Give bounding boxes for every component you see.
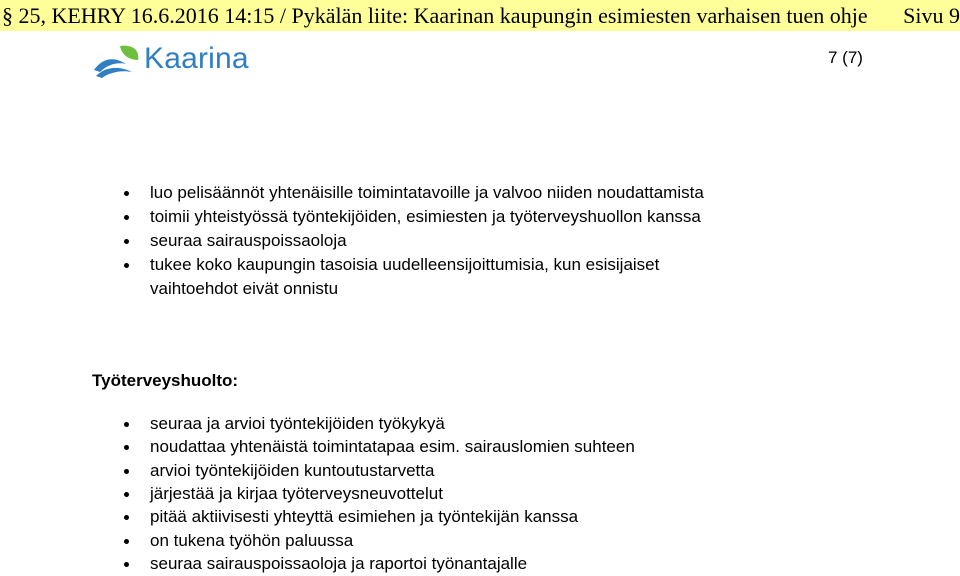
list-item: noudattaa yhtenäistä toimintatapaa esim. sairauslomien suhteen bbox=[150, 437, 635, 457]
bullet-icon bbox=[124, 215, 129, 220]
list-item: seuraa ja arvioi työntekijöiden työkykyä bbox=[150, 414, 445, 433]
section-heading: Työterveyshuolto: bbox=[92, 371, 239, 390]
document-source-banner bbox=[0, 0, 960, 31]
list-item: vaihtoehdot eivät onnistu bbox=[150, 279, 339, 298]
bullet-icon bbox=[124, 539, 129, 544]
bullet-icon bbox=[124, 515, 129, 520]
list-item: seuraa sairauspoissaoloja ja raportoi työnantajalle bbox=[150, 553, 528, 573]
bullet-icon bbox=[124, 263, 129, 268]
logo-wordmark: Kaarina bbox=[144, 42, 249, 75]
page-number: 7 (7) bbox=[828, 48, 863, 67]
list-item: toimii yhteistyössä työntekijöiden, esimiesten ja työterveyshuollon kanssa bbox=[150, 207, 701, 226]
list-item: on tukena työhön paluussa bbox=[150, 530, 354, 550]
bullet-icon bbox=[124, 239, 129, 244]
list-item: tukee koko kaupungin tasoisia uudelleensijoittumisia, kun esisijaiset bbox=[150, 255, 660, 274]
list-item: luo pelisäännöt yhtenäisille toimintatavoille ja valvoo niiden noudattamista bbox=[150, 183, 704, 202]
bullet-icon bbox=[124, 422, 129, 427]
banner-page-label: Sivu 9 bbox=[899, 2, 960, 29]
bullet-icon bbox=[124, 492, 129, 497]
banner-text: § 25, KEHRY 16.6.2016 14:15 / Pykälän liite: Kaarinan kaupungin esimiesten varhaisen tuen ohje bbox=[2, 3, 868, 28]
kaarina-logo bbox=[92, 42, 249, 78]
bullet-icon bbox=[124, 191, 129, 196]
list-item: seuraa sairauspoissaoloja bbox=[150, 231, 347, 250]
bullet-icon bbox=[124, 562, 129, 567]
kaarina-logo-icon bbox=[92, 44, 142, 78]
bullet-icon bbox=[124, 469, 129, 474]
bullet-icon bbox=[124, 445, 129, 450]
list-item: järjestää ja kirjaa työterveysneuvottelut bbox=[150, 483, 443, 503]
list-item: arvioi työntekijöiden kuntoutustarvetta bbox=[150, 460, 435, 480]
list-item: pitää aktiivisesti yhteyttä esimiehen ja työntekijän kanssa bbox=[150, 507, 579, 527]
